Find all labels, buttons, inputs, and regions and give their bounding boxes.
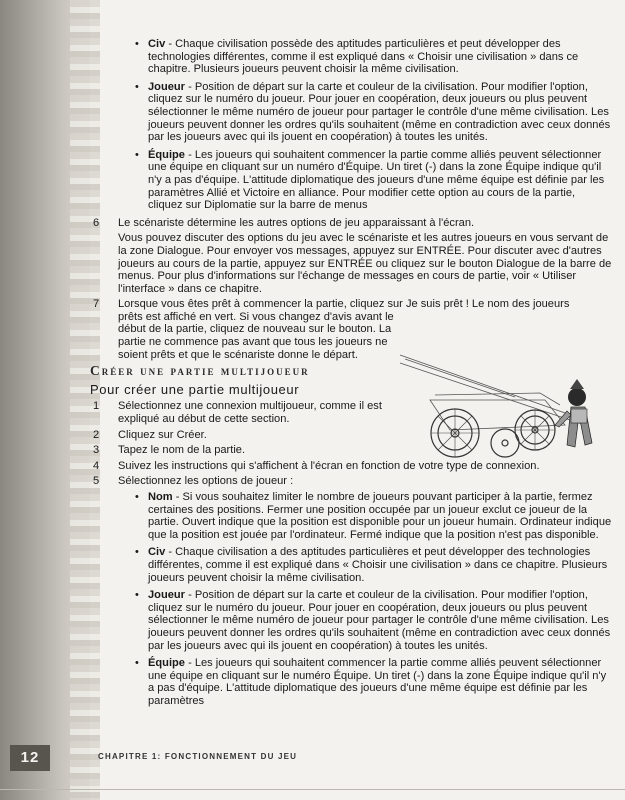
- option-term: Joueur: [148, 80, 185, 93]
- step-number: 3: [93, 444, 100, 457]
- bullet-icon: •: [135, 38, 139, 50]
- bullet-icon: •: [135, 657, 139, 670]
- step-text: Sélectionnez les options de joueur :: [118, 475, 294, 488]
- list-item: [135, 589, 612, 652]
- option-term: Équipe: [148, 148, 185, 161]
- list-item: [135, 491, 612, 541]
- list-item: [135, 546, 612, 584]
- option-text: - Chaque civilisation possède des aptitudes particulières et peut développer des technologies différentes, comme il est expliqué dans « Choisir une civilisation » dans ce chapitre. Plusieurs joueurs peuvent choisir la même civilisation.: [148, 38, 579, 76]
- option-term: Nom: [148, 491, 173, 503]
- step-number: 1: [93, 400, 100, 413]
- procedure-heading: Pour créer une partie multijoueur: [90, 381, 300, 397]
- step-text: Tapez le nom de la partie.: [118, 444, 246, 457]
- step-text: Sélectionnez une connexion multijoueur, comme il est expliqué au début de cette section.: [118, 400, 382, 426]
- bullet-icon: •: [135, 148, 139, 161]
- step-number: 7: [93, 298, 100, 311]
- list-item: [135, 149, 612, 212]
- siege-engine-illustration: [395, 345, 620, 475]
- step-text: Le scénariste détermine les autres options de jeu apparaissant à l'écran.: [118, 216, 475, 229]
- player-option-list: [90, 491, 612, 708]
- option-text: - Chaque civilisation a des aptitudes particulières et peut développer des technologies différentes, comme il est expliqué dans « Choisir une civilisation » dans ce chapitre. Plusieurs joueurs peuvent choisir la même civilisation.: [148, 546, 608, 584]
- option-text: - Les joueurs qui souhaitent commencer la partie comme alliés peuvent sélectionner une équipe en cliquant sur un numéro d'Équipe. Un tiret (-) dans la zone Équipe indique qu'il n'y a pas d'équipe. L'attitude diplomatique des joueurs d'une même équipe est définie par les paramètres Allié et Victoire en alliance. Pour modifier cette option au cours de la partie, cliquez sur Diplomatie sur la barre de menus: [148, 148, 605, 212]
- step-6-paragraph: [90, 232, 612, 295]
- step-text: Cliquez sur Créer.: [118, 428, 207, 441]
- option-term: Civ: [148, 38, 166, 50]
- bullet-icon: •: [135, 589, 139, 602]
- top-option-list: [90, 38, 612, 212]
- bullet-icon: •: [135, 80, 139, 93]
- step-1: [90, 400, 418, 425]
- option-text: - Position de départ sur la carte et couleur de la civilisation. Pour modifier l'option, cliquez sur le numéro du joueur. Pour jouer en coopération, deux joueurs ou plus peuvent sélectionner le même numéro de joueur pour partager le contrôle d'une même civilisation. Les joueurs peuvent donner les ordres qu'ils souhaitent (même en contradiction avec ceux donnés par les joueurs avec qui ils jouent en coopération) à toutes les unités.: [148, 80, 611, 144]
- step-number: 6: [93, 216, 100, 229]
- join-steps: [90, 217, 612, 362]
- option-term: Civ: [148, 546, 166, 559]
- step-6: [90, 217, 612, 230]
- list-item: [135, 657, 612, 707]
- step-5: [90, 475, 612, 488]
- step-text: Vous pouvez discuter des options du jeu avec le scénariste et les autres joueurs en vous servant de la zone Dialogue. Pour envoyer vos messages, appuyez sur ENTRÉE. Pour discuter avec d'autres joueurs au cours de la partie, appuyez sur ENTRÉE ou cliquez sur le bouton Dialogue de la barre de menus. Pour plus d'informations sur l'échange de messages en cours de partie, voir « Utiliser l'interface » dans ce chapitre.: [118, 232, 612, 295]
- step-number: 5: [93, 475, 100, 488]
- bullet-icon: •: [135, 546, 139, 559]
- step-text: Suivez les instructions qui s'affichent à l'écran en fonction de votre type de connexion.: [118, 459, 540, 472]
- option-text: - Position de départ sur la carte et couleur de la civilisation. Pour modifier l'option, cliquez sur le numéro du joueur. Pour jouer en coopération, deux joueurs ou plus peuvent sélectionner le même numéro de joueur pour partager le contrôle d'une même civilisation. Les joueurs peuvent donner les ordres qu'ils souhaitent (même en contradiction avec ceux donnés par les joueurs avec qui ils jouent en coopération) à toutes les unités.: [148, 589, 611, 652]
- bottom-rule: [0, 789, 625, 790]
- option-text: - Les joueurs qui souhaitent commencer la partie comme alliés peuvent sélectionner une équipe en cliquant sur le numéro Équipe. Un tiret (-) dans la zone Équipe indique qu'il n'y a pas d'équipe. L'attitude diplomatique des joueurs d'une même équipe est définie par les paramètres: [148, 657, 607, 707]
- chapter-footer: CHAPITRE 1: FONCTIONNEMENT DU JEU: [98, 752, 298, 761]
- section-heading: Créer une partie multijoueur: [90, 363, 310, 379]
- bullet-icon: •: [135, 491, 139, 503]
- step-text: Lorsque vous êtes prêt à commencer la partie, cliquez sur Je suis prêt ! Le nom des joueurs: [118, 298, 570, 311]
- list-item: [135, 81, 612, 144]
- option-term: Joueur: [148, 589, 185, 602]
- list-item: [135, 38, 612, 76]
- option-text: - Si vous souhaitez limiter le nombre de joueurs pouvant participer à la partie, fermez certaines des positions. Fermer une position occupée par un joueur exclut ce joueur de la partie. Ouvert indique que la position est disponible pour un joueur humain. Ordinateur indique que la position est jouée par l'ordinateur. Fermé indique que la position n'est pas disponible.: [148, 491, 612, 541]
- option-term: Équipe: [148, 657, 185, 670]
- step-number: 2: [93, 428, 100, 441]
- page-number: 12: [10, 745, 50, 771]
- step-text-wrapped: prêts est affiché en vert. Si vous changez d'avis avant le début de la partie, cliquez de nouveau sur le bouton. La partie ne commence pas avant que tous les joueurs ne soient prêts et que le scénariste donne le départ.: [118, 310, 394, 361]
- step-number: 4: [93, 459, 100, 472]
